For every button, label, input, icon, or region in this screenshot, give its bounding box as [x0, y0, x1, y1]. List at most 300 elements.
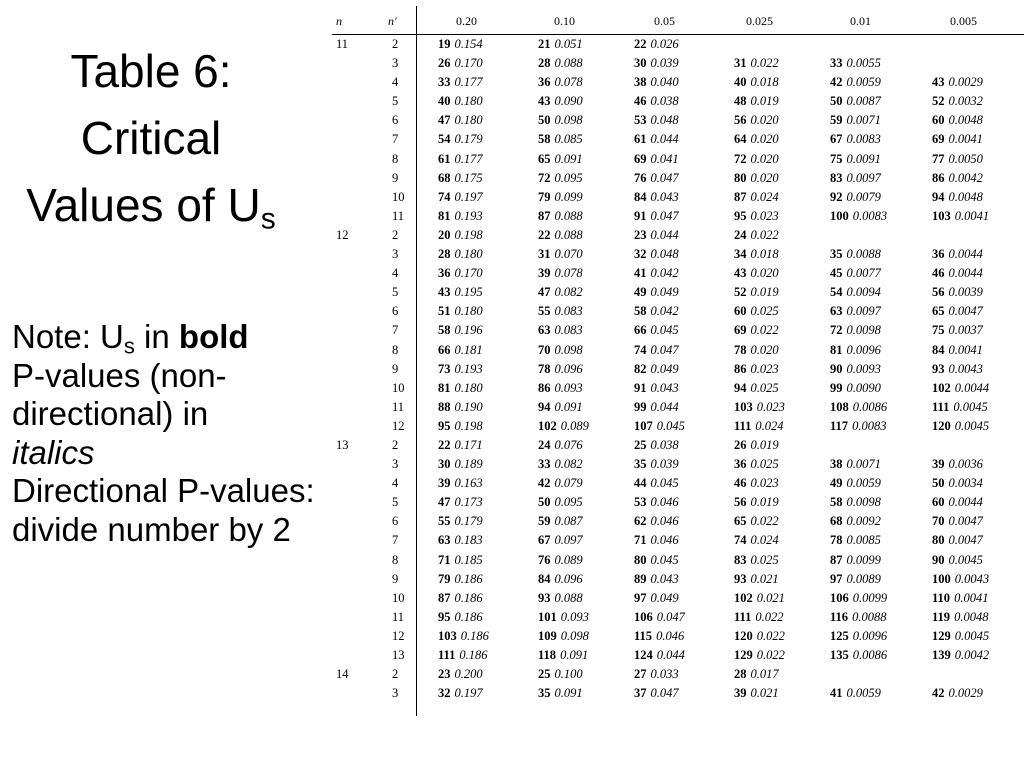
p-value: 0.0045 — [953, 399, 988, 414]
cell-value — [734, 665, 779, 684]
title-subscript: s — [260, 202, 276, 236]
p-value: 0.048 — [650, 247, 679, 262]
u-value: 31 — [538, 247, 551, 262]
u-value: 22 — [538, 227, 551, 242]
p-value: 0.043 — [650, 571, 679, 586]
u-value: 70 — [538, 342, 551, 357]
p-value: 0.0083 — [846, 132, 881, 147]
cell-value — [734, 245, 779, 264]
p-value: 0.0087 — [846, 94, 881, 109]
cell-value — [634, 627, 684, 646]
u-value: 116 — [830, 609, 849, 624]
p-value: 0.019 — [750, 495, 779, 510]
cell-n: 13 — [336, 437, 349, 452]
u-value: 37 — [634, 686, 647, 701]
u-value: 60 — [932, 495, 945, 510]
cell-value — [932, 608, 988, 627]
p-value: 0.0098 — [846, 495, 881, 510]
u-value: 65 — [538, 151, 551, 166]
p-value: 0.043 — [650, 189, 679, 204]
p-value: 0.044 — [650, 132, 679, 147]
title-line-1: Table 6: — [70, 45, 232, 97]
cell-value — [538, 665, 583, 684]
cell-value — [634, 360, 679, 379]
cell-value — [932, 264, 983, 283]
cell-value — [734, 207, 779, 226]
u-value: 84 — [932, 342, 945, 357]
p-value: 0.193 — [454, 208, 483, 223]
u-value: 70 — [932, 514, 945, 529]
cell-value — [932, 474, 983, 493]
cell-value — [830, 321, 881, 340]
p-value: 0.0079 — [846, 189, 881, 204]
p-value: 0.040 — [650, 75, 679, 90]
cell-value — [734, 226, 779, 245]
u-value: 39 — [734, 686, 747, 701]
cell-n-prime: 12 — [392, 418, 405, 433]
p-value: 0.175 — [454, 170, 483, 185]
u-value: 139 — [932, 648, 951, 662]
u-value: 111 — [734, 418, 752, 433]
cell-value — [538, 283, 583, 302]
u-value: 76 — [634, 170, 647, 185]
note-prefix: Note: U — [12, 318, 124, 355]
p-value: 0.154 — [454, 37, 483, 51]
cell-value — [634, 73, 679, 92]
u-value: 63 — [538, 323, 551, 338]
u-value: 31 — [734, 56, 747, 71]
cell-value — [734, 493, 779, 512]
p-value: 0.0044 — [948, 247, 983, 262]
u-value: 81 — [830, 342, 843, 357]
u-value: 34 — [734, 247, 747, 262]
cell-value — [634, 646, 685, 665]
u-value: 67 — [830, 132, 843, 147]
p-value: 0.096 — [554, 571, 583, 586]
p-value: 0.023 — [750, 476, 779, 491]
cell-value — [734, 283, 779, 302]
p-value: 0.088 — [554, 227, 583, 242]
p-value: 0.025 — [750, 552, 779, 567]
cell-value — [438, 455, 483, 474]
p-value: 0.045 — [650, 323, 679, 338]
p-value: 0.177 — [454, 75, 483, 90]
u-value: 119 — [932, 609, 951, 624]
u-value: 43 — [932, 75, 945, 90]
u-value: 106 — [634, 609, 653, 624]
u-value: 125 — [830, 628, 849, 643]
u-value: 21 — [538, 37, 551, 51]
p-value: 0.0089 — [846, 571, 881, 586]
u-value: 25 — [538, 667, 551, 682]
u-value: 63 — [438, 533, 451, 548]
cell-value — [734, 684, 779, 703]
u-value: 81 — [438, 380, 451, 395]
cell-value — [830, 92, 881, 111]
p-value: 0.0032 — [948, 94, 983, 109]
cell-value — [538, 302, 583, 321]
p-value: 0.195 — [454, 285, 483, 300]
p-value: 0.198 — [454, 227, 483, 242]
cell-n-prime: 3 — [392, 247, 399, 262]
u-value: 75 — [830, 151, 843, 166]
u-value: 28 — [538, 56, 551, 71]
u-value: 106 — [830, 590, 849, 605]
cell-value — [634, 169, 679, 188]
p-value: 0.020 — [750, 151, 779, 166]
table-row — [328, 474, 1024, 493]
cell-n-prime: 6 — [392, 304, 399, 319]
p-value: 0.170 — [454, 266, 483, 281]
u-value: 47 — [438, 495, 451, 510]
p-value: 0.093 — [554, 380, 583, 395]
p-value: 0.022 — [756, 648, 785, 662]
p-value: 0.048 — [650, 113, 679, 128]
cell-value — [438, 379, 483, 398]
cell-value — [538, 360, 583, 379]
note-subscript: s — [123, 333, 135, 359]
cell-value — [634, 341, 679, 360]
p-value: 0.171 — [454, 437, 483, 452]
u-value: 107 — [634, 418, 653, 433]
p-value: 0.0048 — [948, 113, 983, 128]
u-value: 38 — [830, 457, 843, 472]
cell-value — [830, 188, 881, 207]
p-value: 0.0036 — [948, 457, 983, 472]
u-value: 103 — [932, 208, 951, 223]
p-value: 0.078 — [554, 266, 583, 281]
table-row — [328, 398, 1024, 417]
u-value: 102 — [734, 590, 753, 605]
cell-n-prime: 4 — [392, 476, 399, 491]
cell-n-prime: 12 — [392, 628, 405, 643]
u-value: 46 — [734, 476, 747, 491]
p-value: 0.096 — [554, 361, 583, 376]
p-value: 0.186 — [459, 648, 488, 662]
table-row — [328, 455, 1024, 474]
cell-value — [634, 150, 679, 169]
p-value: 0.046 — [650, 533, 679, 548]
u-value: 73 — [438, 361, 451, 376]
u-value: 61 — [634, 132, 647, 147]
u-value: 32 — [438, 686, 451, 701]
cell-value — [438, 302, 483, 321]
cell-n-prime: 3 — [392, 56, 399, 71]
u-value: 78 — [538, 361, 551, 376]
cell-n-prime: 11 — [392, 609, 405, 624]
cell-n-prime: 8 — [392, 552, 399, 567]
cell-value — [634, 665, 679, 684]
header-p-001: 0.01 — [850, 14, 871, 28]
table-row — [328, 531, 1024, 550]
cell-value — [634, 417, 685, 436]
u-value: 39 — [538, 266, 551, 281]
p-value: 0.070 — [554, 247, 583, 262]
cell-n-prime: 2 — [392, 437, 399, 452]
u-value: 118 — [538, 648, 557, 662]
u-value: 58 — [538, 132, 551, 147]
u-value: 48 — [734, 94, 747, 109]
p-value: 0.0097 — [846, 170, 881, 185]
cell-value — [932, 398, 988, 417]
u-value: 117 — [830, 418, 849, 433]
p-value: 0.0041 — [954, 590, 989, 605]
cell-value — [830, 245, 881, 264]
u-value: 92 — [830, 189, 843, 204]
note-italic-word: italics — [12, 433, 95, 471]
p-value: 0.049 — [650, 285, 679, 300]
cell-value — [538, 130, 583, 149]
u-value: 56 — [734, 113, 747, 128]
table-row — [328, 264, 1024, 283]
cell-value — [734, 302, 779, 321]
cell-value — [634, 684, 679, 703]
u-value: 129 — [734, 648, 753, 662]
cell-value — [932, 570, 989, 589]
p-value: 0.190 — [454, 399, 483, 414]
table-row — [328, 226, 1024, 245]
cell-value — [830, 150, 881, 169]
cell-value — [734, 111, 779, 130]
note-in: in — [134, 318, 179, 355]
cell-value — [634, 570, 679, 589]
u-value: 100 — [932, 571, 951, 586]
p-value: 0.039 — [650, 457, 679, 472]
cell-value — [634, 35, 679, 54]
u-value: 25 — [634, 437, 647, 452]
u-value: 36 — [538, 75, 551, 90]
u-value: 53 — [634, 113, 647, 128]
u-value: 36 — [734, 457, 747, 472]
u-value: 78 — [734, 342, 747, 357]
cell-n-prime: 8 — [392, 342, 399, 357]
table-row — [328, 646, 1024, 665]
cell-value — [830, 531, 881, 550]
u-value: 93 — [932, 361, 945, 376]
cell-n-prime: 13 — [392, 648, 405, 662]
cell-value — [634, 531, 679, 550]
cell-value — [830, 455, 881, 474]
p-value: 0.021 — [750, 686, 779, 701]
cell-value — [932, 302, 983, 321]
cell-value — [734, 608, 784, 627]
u-value: 74 — [734, 533, 747, 548]
u-value: 79 — [438, 571, 451, 586]
cell-n-prime: 7 — [392, 533, 399, 548]
p-value: 0.163 — [454, 476, 483, 491]
critical-values-table — [328, 6, 1024, 716]
p-value: 0.0077 — [846, 266, 881, 281]
cell-n-prime: 9 — [392, 571, 399, 586]
u-value: 66 — [438, 342, 451, 357]
cell-value — [438, 73, 483, 92]
cell-value — [538, 379, 583, 398]
cell-value — [830, 73, 881, 92]
cell-value — [438, 531, 483, 550]
u-value: 90 — [830, 361, 843, 376]
p-value: 0.021 — [756, 590, 785, 605]
u-value: 49 — [830, 476, 843, 491]
u-value: 33 — [438, 75, 451, 90]
u-value: 82 — [634, 361, 647, 376]
u-value: 86 — [538, 380, 551, 395]
p-value: 0.186 — [460, 628, 489, 643]
cell-value — [830, 608, 886, 627]
cell-n-prime: 2 — [392, 227, 399, 242]
cell-value — [438, 436, 483, 455]
p-value: 0.079 — [554, 476, 583, 491]
p-value: 0.0043 — [948, 361, 983, 376]
p-value: 0.088 — [554, 56, 583, 71]
u-value: 20 — [438, 227, 451, 242]
p-value: 0.049 — [650, 590, 679, 605]
table-row — [328, 360, 1024, 379]
p-value: 0.018 — [750, 75, 779, 90]
cell-value — [538, 589, 583, 608]
u-value: 33 — [538, 457, 551, 472]
p-value: 0.025 — [750, 457, 779, 472]
cell-value — [734, 551, 779, 570]
u-value: 66 — [634, 323, 647, 338]
cell-value — [634, 379, 679, 398]
p-value: 0.046 — [656, 628, 685, 643]
p-value: 0.0086 — [852, 399, 888, 414]
cell-value — [932, 245, 983, 264]
p-value: 0.0045 — [954, 628, 990, 643]
cell-value — [734, 321, 779, 340]
u-value: 51 — [438, 304, 451, 319]
p-value: 0.021 — [750, 571, 779, 586]
u-value: 79 — [538, 189, 551, 204]
u-value: 101 — [538, 609, 557, 624]
cell-value — [634, 512, 679, 531]
u-value: 81 — [438, 208, 451, 223]
p-value: 0.0086 — [852, 648, 888, 662]
u-value: 124 — [634, 648, 653, 662]
cell-value — [932, 130, 983, 149]
u-value: 62 — [634, 514, 647, 529]
u-value: 50 — [538, 113, 551, 128]
p-value: 0.189 — [454, 457, 483, 472]
cell-value — [538, 111, 583, 130]
table-row — [328, 188, 1024, 207]
table-row — [328, 302, 1024, 321]
cell-value — [634, 111, 679, 130]
p-value: 0.0041 — [948, 342, 983, 357]
cell-value — [830, 570, 881, 589]
p-value: 0.0042 — [954, 648, 990, 662]
cell-value — [830, 111, 881, 130]
cell-value — [932, 455, 983, 474]
p-value: 0.020 — [750, 342, 779, 357]
u-value: 87 — [538, 208, 551, 223]
cell-value — [438, 684, 483, 703]
title-line-2: Critical — [80, 112, 222, 164]
u-value: 47 — [538, 285, 551, 300]
u-value: 43 — [438, 285, 451, 300]
cell-value — [734, 589, 785, 608]
u-value: 72 — [830, 323, 843, 338]
cell-value — [538, 512, 583, 531]
u-value: 120 — [734, 628, 753, 643]
u-value: 35 — [830, 247, 843, 262]
p-value: 0.0092 — [846, 514, 881, 529]
table-row — [328, 321, 1024, 340]
u-value: 53 — [634, 495, 647, 510]
p-value: 0.018 — [750, 247, 779, 262]
u-value: 69 — [932, 132, 945, 147]
p-value: 0.087 — [554, 514, 583, 529]
cell-value — [830, 302, 881, 321]
u-value: 46 — [634, 94, 647, 109]
u-value: 111 — [932, 399, 950, 414]
u-value: 24 — [538, 437, 551, 452]
cell-value — [538, 398, 583, 417]
u-value: 76 — [538, 552, 551, 567]
u-value: 97 — [830, 571, 843, 586]
u-value: 41 — [830, 686, 843, 701]
table-row — [328, 92, 1024, 111]
p-value: 0.047 — [650, 342, 679, 357]
cell-value — [538, 226, 583, 245]
p-value: 0.049 — [650, 361, 679, 376]
p-value: 0.023 — [756, 399, 785, 414]
p-value: 0.100 — [554, 667, 583, 682]
u-value: 68 — [438, 170, 451, 185]
cell-value — [830, 264, 881, 283]
cell-value — [538, 570, 583, 589]
u-value: 59 — [538, 514, 551, 529]
cell-n-prime: 6 — [392, 113, 399, 128]
u-value: 26 — [734, 437, 747, 452]
cell-value — [830, 54, 881, 73]
cell-value — [734, 169, 779, 188]
p-value: 0.098 — [554, 342, 583, 357]
table-row — [328, 207, 1024, 226]
u-value: 72 — [734, 151, 747, 166]
p-value: 0.091 — [554, 686, 583, 701]
cell-value — [438, 111, 483, 130]
table-row — [328, 111, 1024, 130]
cell-n-prime: 5 — [392, 495, 399, 510]
p-value: 0.197 — [454, 189, 483, 204]
p-value: 0.0071 — [846, 113, 881, 128]
u-value: 102 — [538, 418, 557, 433]
cell-value — [538, 92, 583, 111]
u-value: 109 — [538, 628, 557, 643]
cell-value — [734, 512, 779, 531]
cell-value — [438, 646, 488, 665]
table-row — [328, 684, 1024, 703]
cell-value — [438, 207, 483, 226]
u-value: 55 — [538, 304, 551, 319]
u-value: 72 — [538, 170, 551, 185]
u-value: 95 — [438, 609, 451, 624]
u-value: 99 — [634, 399, 647, 414]
p-value: 0.023 — [750, 361, 779, 376]
u-value: 43 — [538, 94, 551, 109]
cell-value — [932, 321, 983, 340]
slide-title — [0, 38, 302, 239]
p-value: 0.042 — [650, 266, 679, 281]
u-value: 22 — [438, 437, 451, 452]
u-value: 36 — [932, 247, 945, 262]
cell-value — [634, 264, 679, 283]
p-value: 0.076 — [554, 437, 583, 452]
p-value: 0.0085 — [846, 533, 881, 548]
u-value: 80 — [634, 552, 647, 567]
u-value: 77 — [932, 151, 945, 166]
